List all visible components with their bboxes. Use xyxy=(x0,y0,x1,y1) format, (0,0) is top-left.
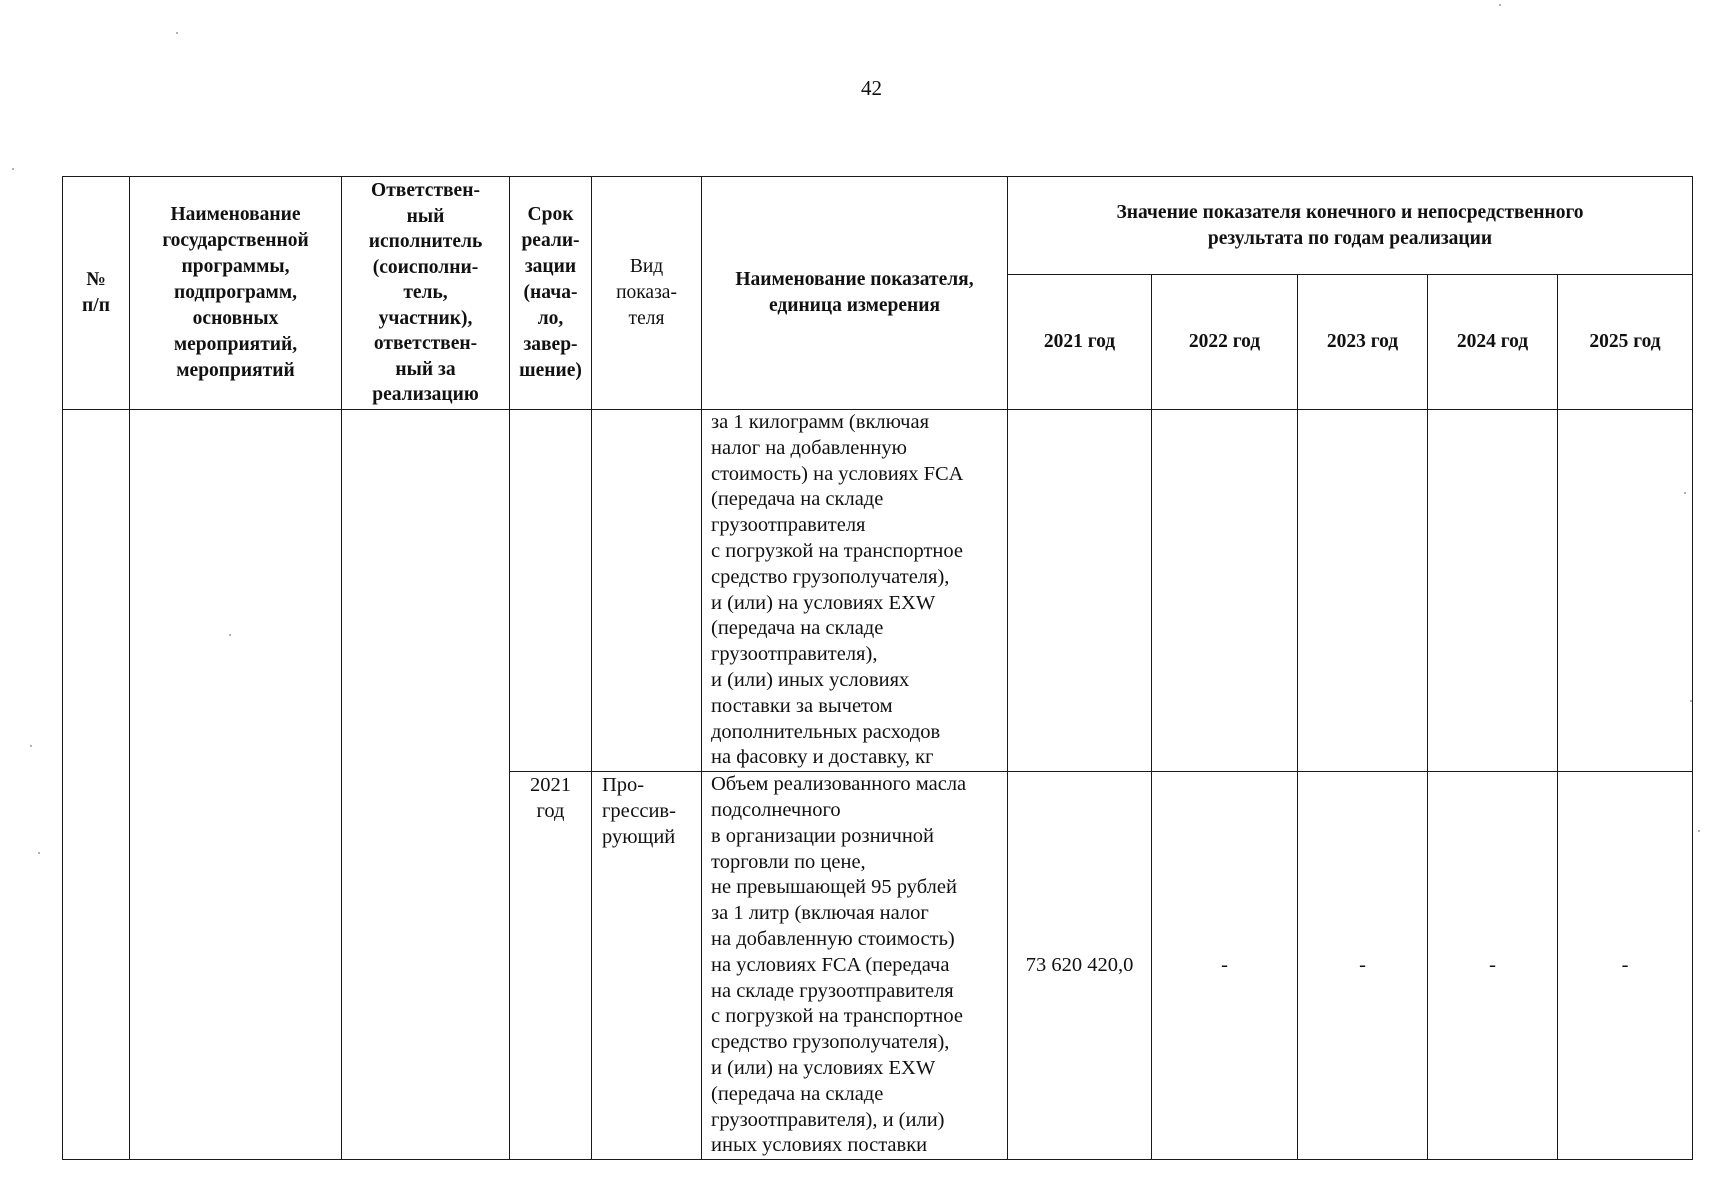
indicator-line: не превышающей 95 рублей xyxy=(711,876,957,899)
indicator-line: на добавленную стоимость) xyxy=(711,927,955,950)
header-term-line: шение) xyxy=(519,360,582,381)
header-term-line: реали- xyxy=(521,230,580,251)
cell-term xyxy=(510,772,592,1160)
cell-value-2022 xyxy=(1152,410,1298,772)
indicator-line: подсолнечного xyxy=(711,798,841,821)
header-type-line: показа- xyxy=(616,282,677,303)
cell-indicator-name xyxy=(702,772,1008,1160)
indicator-line: на условиях FCA (передача xyxy=(711,953,950,976)
scan-speck xyxy=(229,634,231,636)
indicators-table xyxy=(62,176,1693,1160)
header-program-line: программы, xyxy=(181,256,290,277)
header-executor-line: ный xyxy=(406,205,445,227)
indicator-line: на фасовку и доставку, кг xyxy=(711,746,934,769)
header-year: 2025 год xyxy=(1558,275,1693,410)
indicator-line: и (или) иных условиях xyxy=(711,668,910,691)
scan-speck xyxy=(1690,700,1692,702)
indicator-line: налог на добавленную xyxy=(711,436,907,459)
scan-speck xyxy=(176,32,178,34)
scan-speck xyxy=(1698,830,1700,832)
header-term-line: Срок xyxy=(527,204,574,225)
indicator-line: грузоотправителя xyxy=(711,514,866,537)
cell-value-2021 xyxy=(1008,410,1152,772)
cell-value-2023 xyxy=(1298,410,1428,772)
cell-indicator-type xyxy=(592,410,702,772)
header-executor-line: тель, xyxy=(403,282,448,304)
header-term-line: ло, xyxy=(537,308,564,329)
cell-indicator-name xyxy=(702,410,1008,772)
header-year: 2024 год xyxy=(1428,275,1558,410)
indicator-line: (передача на складе xyxy=(711,488,884,511)
indicator-line: и (или) на условиях EXW xyxy=(711,1056,936,1079)
indicator-line: за 1 литр (включая налог xyxy=(711,902,929,925)
term-line: 2021 xyxy=(530,774,571,797)
cell-value-2024: - xyxy=(1428,772,1558,1160)
header-indicator-line: Наименование показателя, xyxy=(735,269,974,290)
scan-speck xyxy=(30,745,32,747)
indicator-line: средство грузополучателя), xyxy=(711,565,950,588)
indicator-line: стоимость) на условиях FCA xyxy=(711,462,964,485)
term-line: год xyxy=(536,800,565,823)
cell-value-2023: - xyxy=(1298,772,1428,1160)
indicator-line: с погрузкой на транспортное xyxy=(711,539,963,562)
header-program-line: подпрограмм, xyxy=(173,282,297,303)
indicator-line: с погрузкой на транспортное xyxy=(711,1005,963,1028)
header-executor xyxy=(342,177,510,410)
scan-speck xyxy=(1684,492,1686,494)
header-year: 2023 год xyxy=(1298,275,1428,410)
header-program-line: основных xyxy=(192,308,279,329)
cell-number xyxy=(63,410,130,1160)
indicator-type-line: грессив- xyxy=(602,800,676,823)
header-year: 2021 год xyxy=(1008,275,1152,410)
indicator-line: и (или) на условиях EXW xyxy=(711,591,936,614)
cell-value-2024 xyxy=(1428,410,1558,772)
cell-value-2021: 73 620 420,0 xyxy=(1008,772,1152,1160)
header-term-line: завер- xyxy=(523,334,578,355)
header-term xyxy=(510,177,592,410)
header-executor-line: Ответствен- xyxy=(371,180,480,202)
indicator-line: Объем реализованного масла xyxy=(711,773,967,796)
header-executor-line: ответствен- xyxy=(373,333,478,355)
header-program-line: государственной xyxy=(162,230,309,251)
indicator-line: иных условиях поставки xyxy=(711,1134,928,1157)
cell-executor xyxy=(342,410,510,1160)
header-program-line: мероприятий, xyxy=(173,334,298,355)
cell-value-2025: - xyxy=(1558,772,1693,1160)
header-indicator-name xyxy=(702,177,1008,410)
header-program-line: мероприятий xyxy=(176,360,295,381)
scan-speck xyxy=(1499,4,1501,6)
header-executor-line: реализацию xyxy=(372,384,479,406)
indicator-line: грузоотправителя), и (или) xyxy=(711,1108,945,1131)
header-values-group xyxy=(1008,177,1693,275)
header-indicator-line: единица измерения xyxy=(768,295,941,316)
indicator-line: дополнительных расходов xyxy=(711,720,941,743)
scan-speck xyxy=(12,168,14,170)
header-executor-line: исполнитель xyxy=(368,231,483,253)
page-number: 42 xyxy=(861,76,882,100)
indicator-line: средство грузополучателя), xyxy=(711,1031,950,1054)
table-row xyxy=(63,410,1693,772)
header-type-line: теля xyxy=(628,308,665,329)
cell-program-name xyxy=(130,410,342,1160)
indicator-line: за 1 килограмм (включая xyxy=(711,411,930,433)
header-executor-line: ный за xyxy=(395,358,456,380)
cell-term xyxy=(510,410,592,772)
indicator-line: (передача на складе xyxy=(711,617,884,640)
indicator-type-line: рующий xyxy=(602,826,676,849)
header-program-line: Наименование xyxy=(170,204,301,225)
header-executor-line: участник), xyxy=(378,307,473,329)
cell-indicator-type xyxy=(592,772,702,1160)
header-number xyxy=(63,177,130,410)
header-indicator-type xyxy=(592,177,702,410)
cell-value-2025 xyxy=(1558,410,1693,772)
indicator-line: в организации розничной xyxy=(711,824,935,847)
header-executor-line: (соисполни- xyxy=(372,256,479,278)
header-program-name xyxy=(130,177,342,410)
header-values-line: результата по годам реализации xyxy=(1207,227,1493,249)
indicator-type-line: Про- xyxy=(602,774,645,797)
indicator-line: (передача на складе xyxy=(711,1082,884,1105)
header-type-line: Вид xyxy=(629,256,664,277)
indicator-line: торговли по цене, xyxy=(711,850,866,873)
header-values-line: Значение показателя конечного и непосредственного xyxy=(1116,201,1584,223)
header-term-line: зации xyxy=(524,256,577,277)
indicator-line: на складе грузоотправителя xyxy=(711,979,954,1002)
cell-value-2022: - xyxy=(1152,772,1298,1160)
header-term-line: (нача- xyxy=(523,282,578,303)
indicator-line: грузоотправителя), xyxy=(711,643,878,666)
header-number-line: № xyxy=(86,269,106,290)
scan-speck xyxy=(38,852,40,854)
header-year: 2022 год xyxy=(1152,275,1298,410)
indicator-line: поставки за вычетом xyxy=(711,694,893,717)
header-number-line: п/п xyxy=(82,295,110,316)
